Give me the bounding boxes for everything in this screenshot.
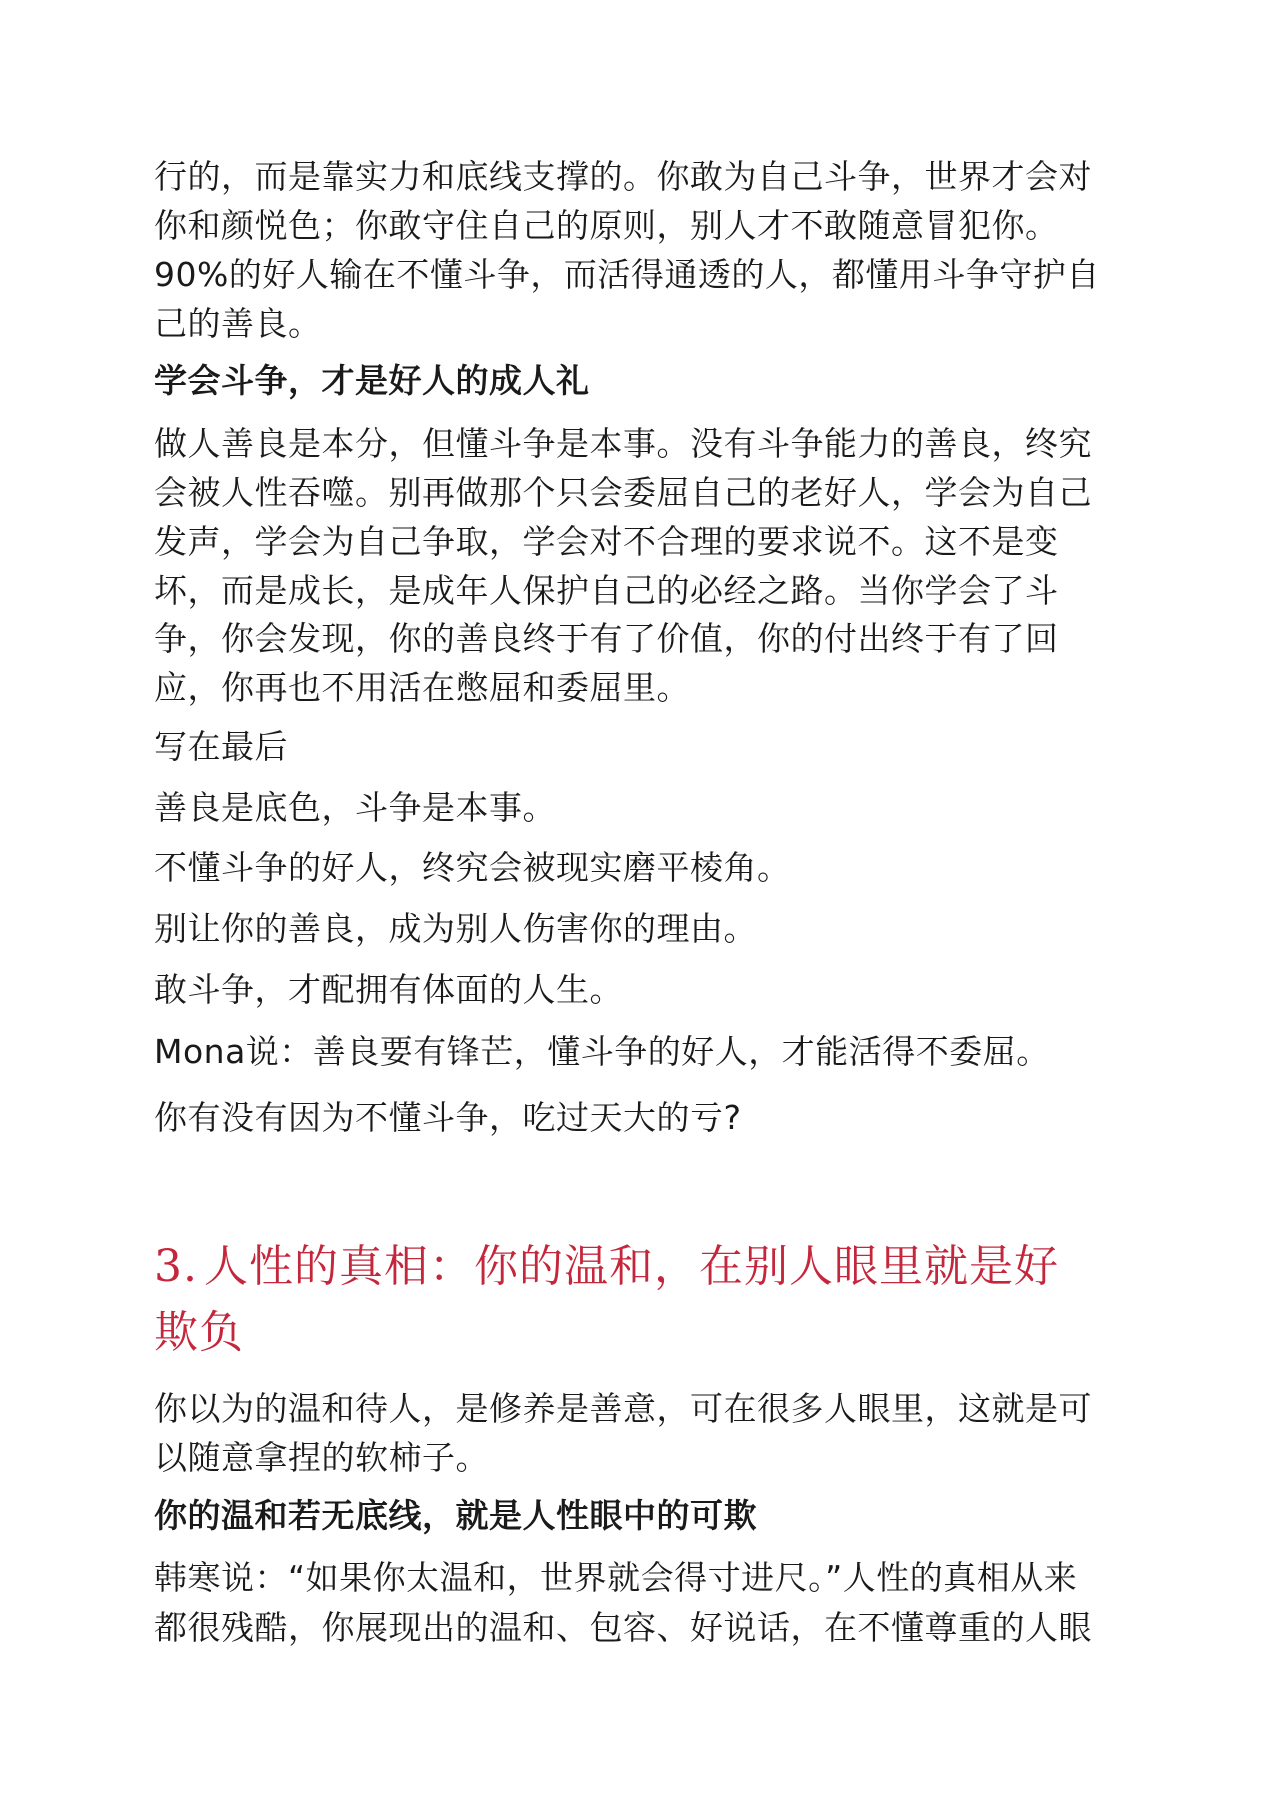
closing-title: 写在最后 [154, 727, 288, 766]
paragraph-line: 己的善良。 [154, 304, 322, 343]
paragraph-line: 会被人性吞噬。别再做那个只会委屈自己的老好人，学会为自己 [154, 473, 1092, 512]
closing-line: Mona说：善良要有锋芒，懂斗争的好人，才能活得不委屈。 [154, 1032, 1050, 1071]
subheading: 学会斗争，才是好人的成人礼 [154, 361, 590, 400]
paragraph-line: 90%的好人输在不懂斗争，而活得通透的人，都懂用斗争守护自 [154, 255, 1100, 294]
section-heading-text: 人性的真相：你的温和，在别人眼里就是好 [203, 1241, 1059, 1292]
closing-line: 别让你的善良，成为别人伤害你的理由。 [154, 909, 757, 948]
paragraph-line: 发声，学会为自己争取，学会对不合理的要求说不。这不是变 [154, 522, 1059, 561]
paragraph-line: 行的，而是靠实力和底线支撑的。你敢为自己斗争，世界才会对 [154, 157, 1092, 196]
paragraph-line: 都很残酷，你展现出的温和、包容、好说话，在不懂尊重的人眼 [154, 1608, 1092, 1647]
paragraph-line: 做人善良是本分，但懂斗争是本事。没有斗争能力的善良，终究 [154, 424, 1092, 463]
paragraph-line: 你以为的温和待人，是修养是善意，可在很多人眼里，这就是可 [154, 1389, 1092, 1428]
section-number: 3. [154, 1241, 198, 1292]
closing-line: 不懂斗争的好人，终究会被现实磨平棱角。 [154, 848, 791, 887]
closing-line: 善良是底色，斗争是本事。 [154, 788, 556, 827]
paragraph-line: 你和颜悦色；你敢守住自己的原则，别人才不敢随意冒犯你。 [154, 206, 1059, 245]
paragraph-line: 坏，而是成长，是成年人保护自己的必经之路。当你学会了斗 [154, 571, 1059, 610]
paragraph-line: 应，你再也不用活在憋屈和委屈里。 [154, 668, 690, 707]
paragraph-line: 韩寒说：“如果你太温和，世界就会得寸进尺。”人性的真相从来 [154, 1558, 1078, 1597]
closing-question: 你有没有因为不懂斗争，吃过天大的亏? [154, 1098, 742, 1137]
subheading: 你的温和若无底线，就是人性眼中的可欺 [154, 1496, 757, 1535]
section-heading-continued: 欺负 [154, 1307, 244, 1358]
closing-line: 敢斗争，才配拥有体面的人生。 [154, 970, 623, 1009]
paragraph-line: 争，你会发现，你的善良终于有了价值，你的付出终于有了回 [154, 619, 1059, 658]
paragraph-line: 以随意拿捏的软柿子。 [154, 1438, 489, 1477]
section-heading [154, 1235, 1059, 1299]
